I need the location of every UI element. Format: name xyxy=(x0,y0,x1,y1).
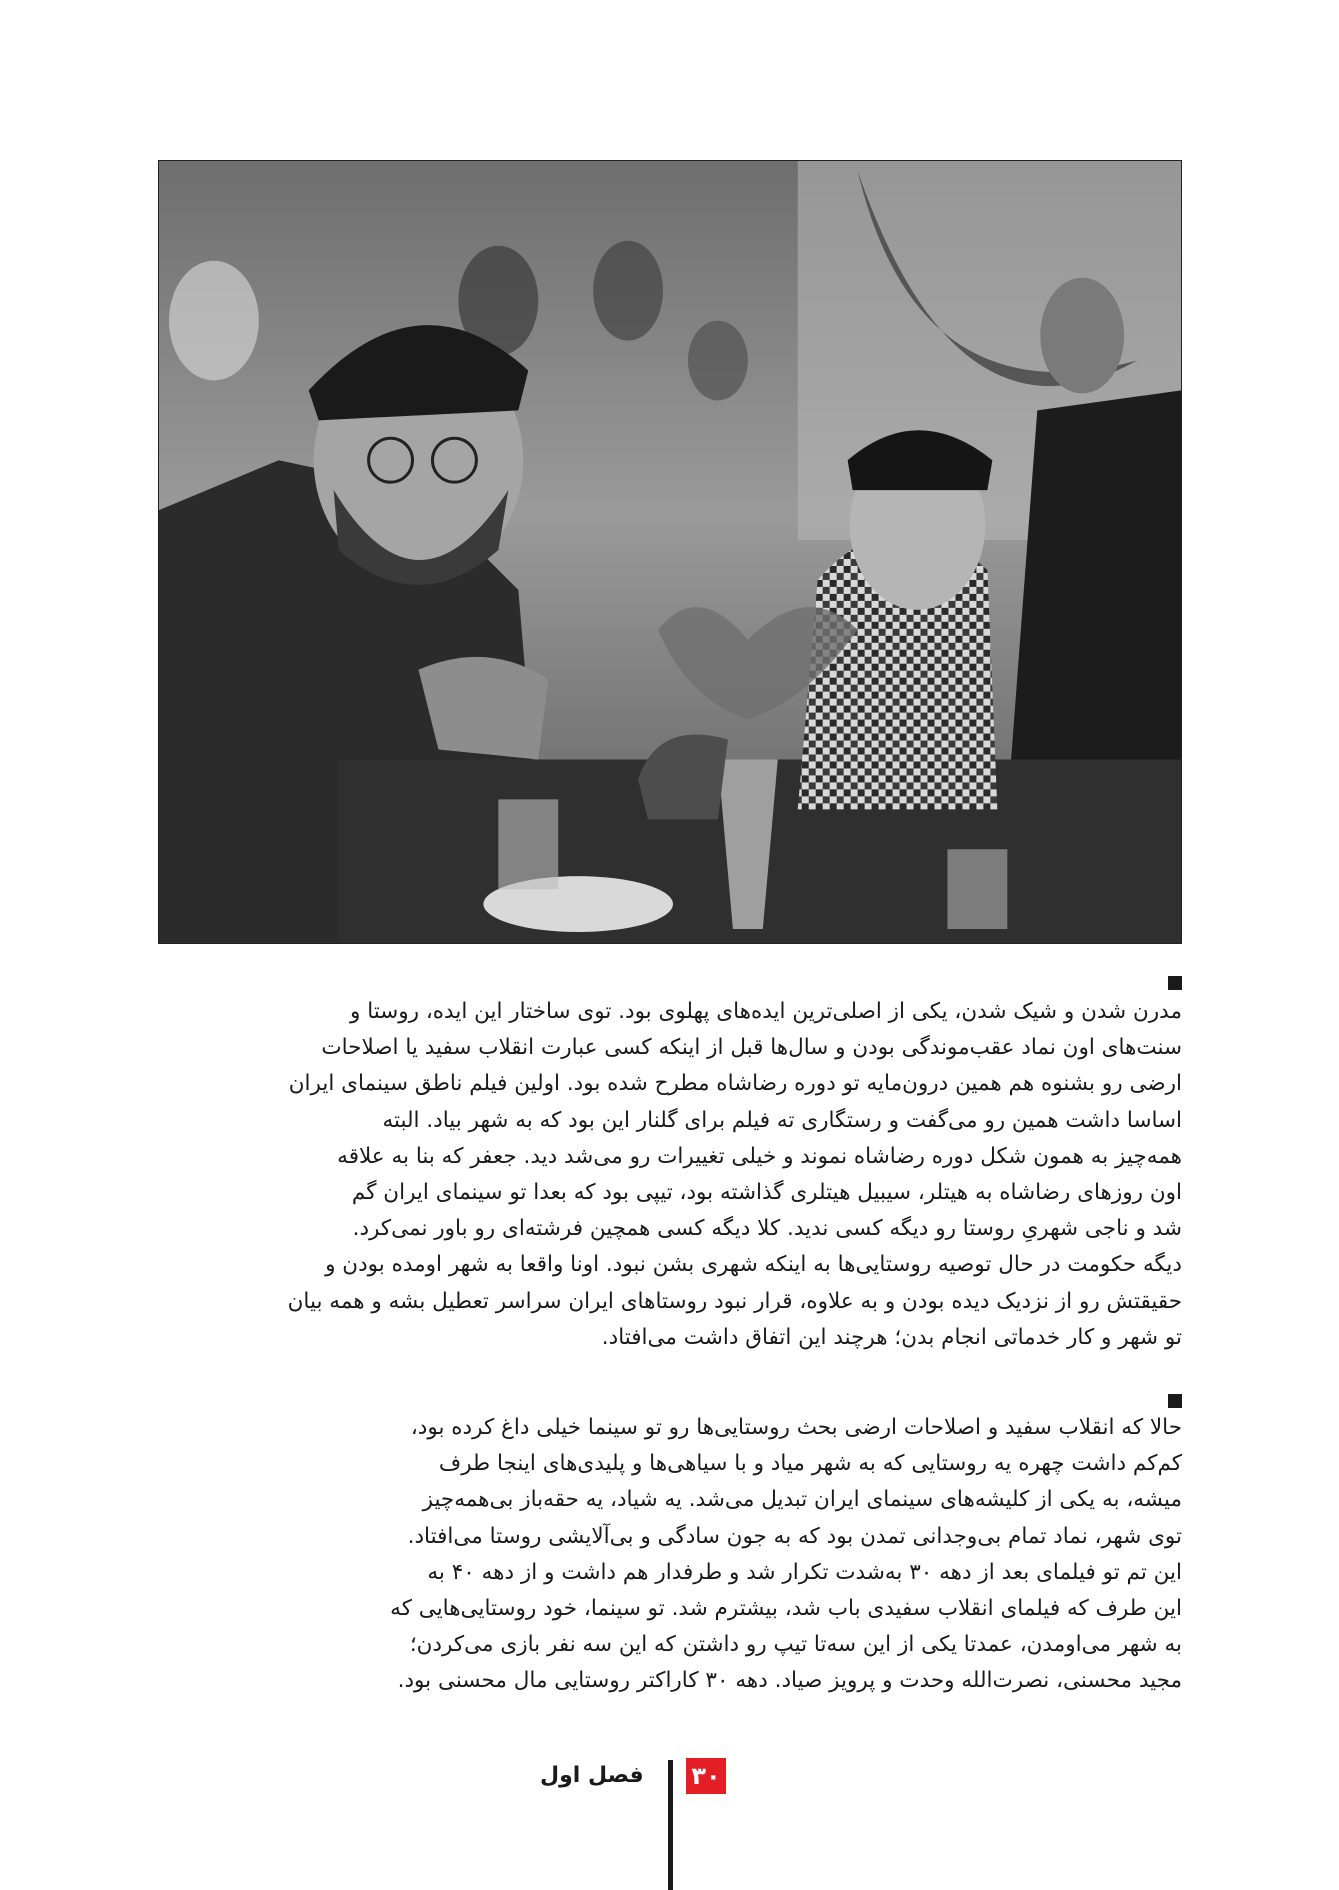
footer-divider xyxy=(668,1760,673,1890)
text-line: این طرف که فیلمای انقلاب سفیدی باب شد، بیشترم شد. تو سینما، خود روستایی‌هایی که xyxy=(390,1596,1182,1622)
text-line: اون روزهای رضاشاه به هیتلر، سیبیل هیتلری گذاشته بود، تیپی بود که بعدا تو سینمای ایران گم xyxy=(351,1180,1182,1206)
text-line: سنت‌های اون نماد عقب‌موندگی بودن و سال‌ها قبل از اینکه کسی عبارت انقلاب سفید یا اصلاحات xyxy=(321,1035,1182,1061)
film-still-photo xyxy=(158,160,1182,944)
text-line: اساسا داشت همین رو می‌گفت و رستگاری ته فیلم برای گلنار این بود که به شهر بیاد. البته xyxy=(382,1107,1182,1133)
text-line: توی شهر، نماد تمام بی‌وجدانی تمدن بود که به جون سادگی و بی‌آلایشی روستا می‌افتاد. xyxy=(407,1523,1182,1549)
text-line: دیگه حکومت در حال توصیه روستایی‌ها به اینکه شهری بشن نبود. اونا واقعا به شهر اومده بودن و xyxy=(325,1252,1182,1278)
film-still-illustration xyxy=(159,161,1181,943)
text-line: مدرن شدن و شیک شدن، یکی از اصلی‌ترین ایده‌های پهلوی بود. توی ساختار این ایده، روستا و xyxy=(349,999,1182,1024)
text-line: میشه، به یکی از کلیشه‌های سینمای ایران تبدیل می‌شد. یه شیاد، یه حقه‌باز بی‌همه‌چیز xyxy=(422,1487,1182,1513)
text-line: همه‌چیز به همون شکل دوره رضاشاه نموند و خیلی تغییرات رو می‌شد دید. جعفر که بنا به علاقه xyxy=(337,1143,1182,1169)
text-line: ارضی رو بشنوه هم همین درون‌مایه تو دوره رضاشاه مطرح شده بود. اولین فیلم ناطق سینمای ایران xyxy=(288,1071,1182,1097)
text-line: این تم تو فیلمای بعد از دهه ۳۰ به‌شدت تکرار شد و طرفدار هم داشت و از دهه ۴۰ به xyxy=(427,1559,1182,1585)
body-paragraph-1 xyxy=(158,994,1182,1356)
text-line: شد و ناجی شهریِ روستا رو دیگه کسی ندید. کلا دیگه کسی همچین فرشته‌ای رو باور نمی‌کرد. xyxy=(352,1216,1182,1242)
text-line: مجید محسنی، نصرت‌الله وحدت و پرویز صیاد. دهه ۳۰ کاراکتر روستایی مال محسنی بود. xyxy=(397,1668,1182,1694)
text-line: به شهر می‌اومدن، عمدتا یکی از این سه‌تا تیپ رو داشتن که این سه نفر بازی می‌کردن؛ xyxy=(409,1632,1182,1658)
section-marker xyxy=(1168,1394,1182,1408)
text-line: تو شهر و کار خدماتی انجام بدن؛ هرچند این اتفاق داشت می‌افتاد. xyxy=(601,1324,1182,1350)
section-marker xyxy=(1168,976,1182,990)
text-line: کم‌کم داشت چهره یه روستایی که به شهر میاد و با سیاهی‌ها و پلیدی‌های اینجا طرف xyxy=(438,1451,1182,1477)
chapter-label: فصل اول xyxy=(540,1763,644,1788)
text-line: حالا که انقلاب سفید و اصلاحات ارضی بحث روستایی‌ها رو تو سینما خیلی داغ کرده بود، xyxy=(410,1415,1182,1440)
page-number: ۳۰ xyxy=(686,1758,726,1794)
body-paragraph-2 xyxy=(158,1410,1182,1700)
text-line: حقیقتش رو از نزدیک دیده بودن و به علاوه، قرار نبود روستاهای ایران سراسر تعطیل بشه و همه بیان xyxy=(287,1288,1182,1314)
